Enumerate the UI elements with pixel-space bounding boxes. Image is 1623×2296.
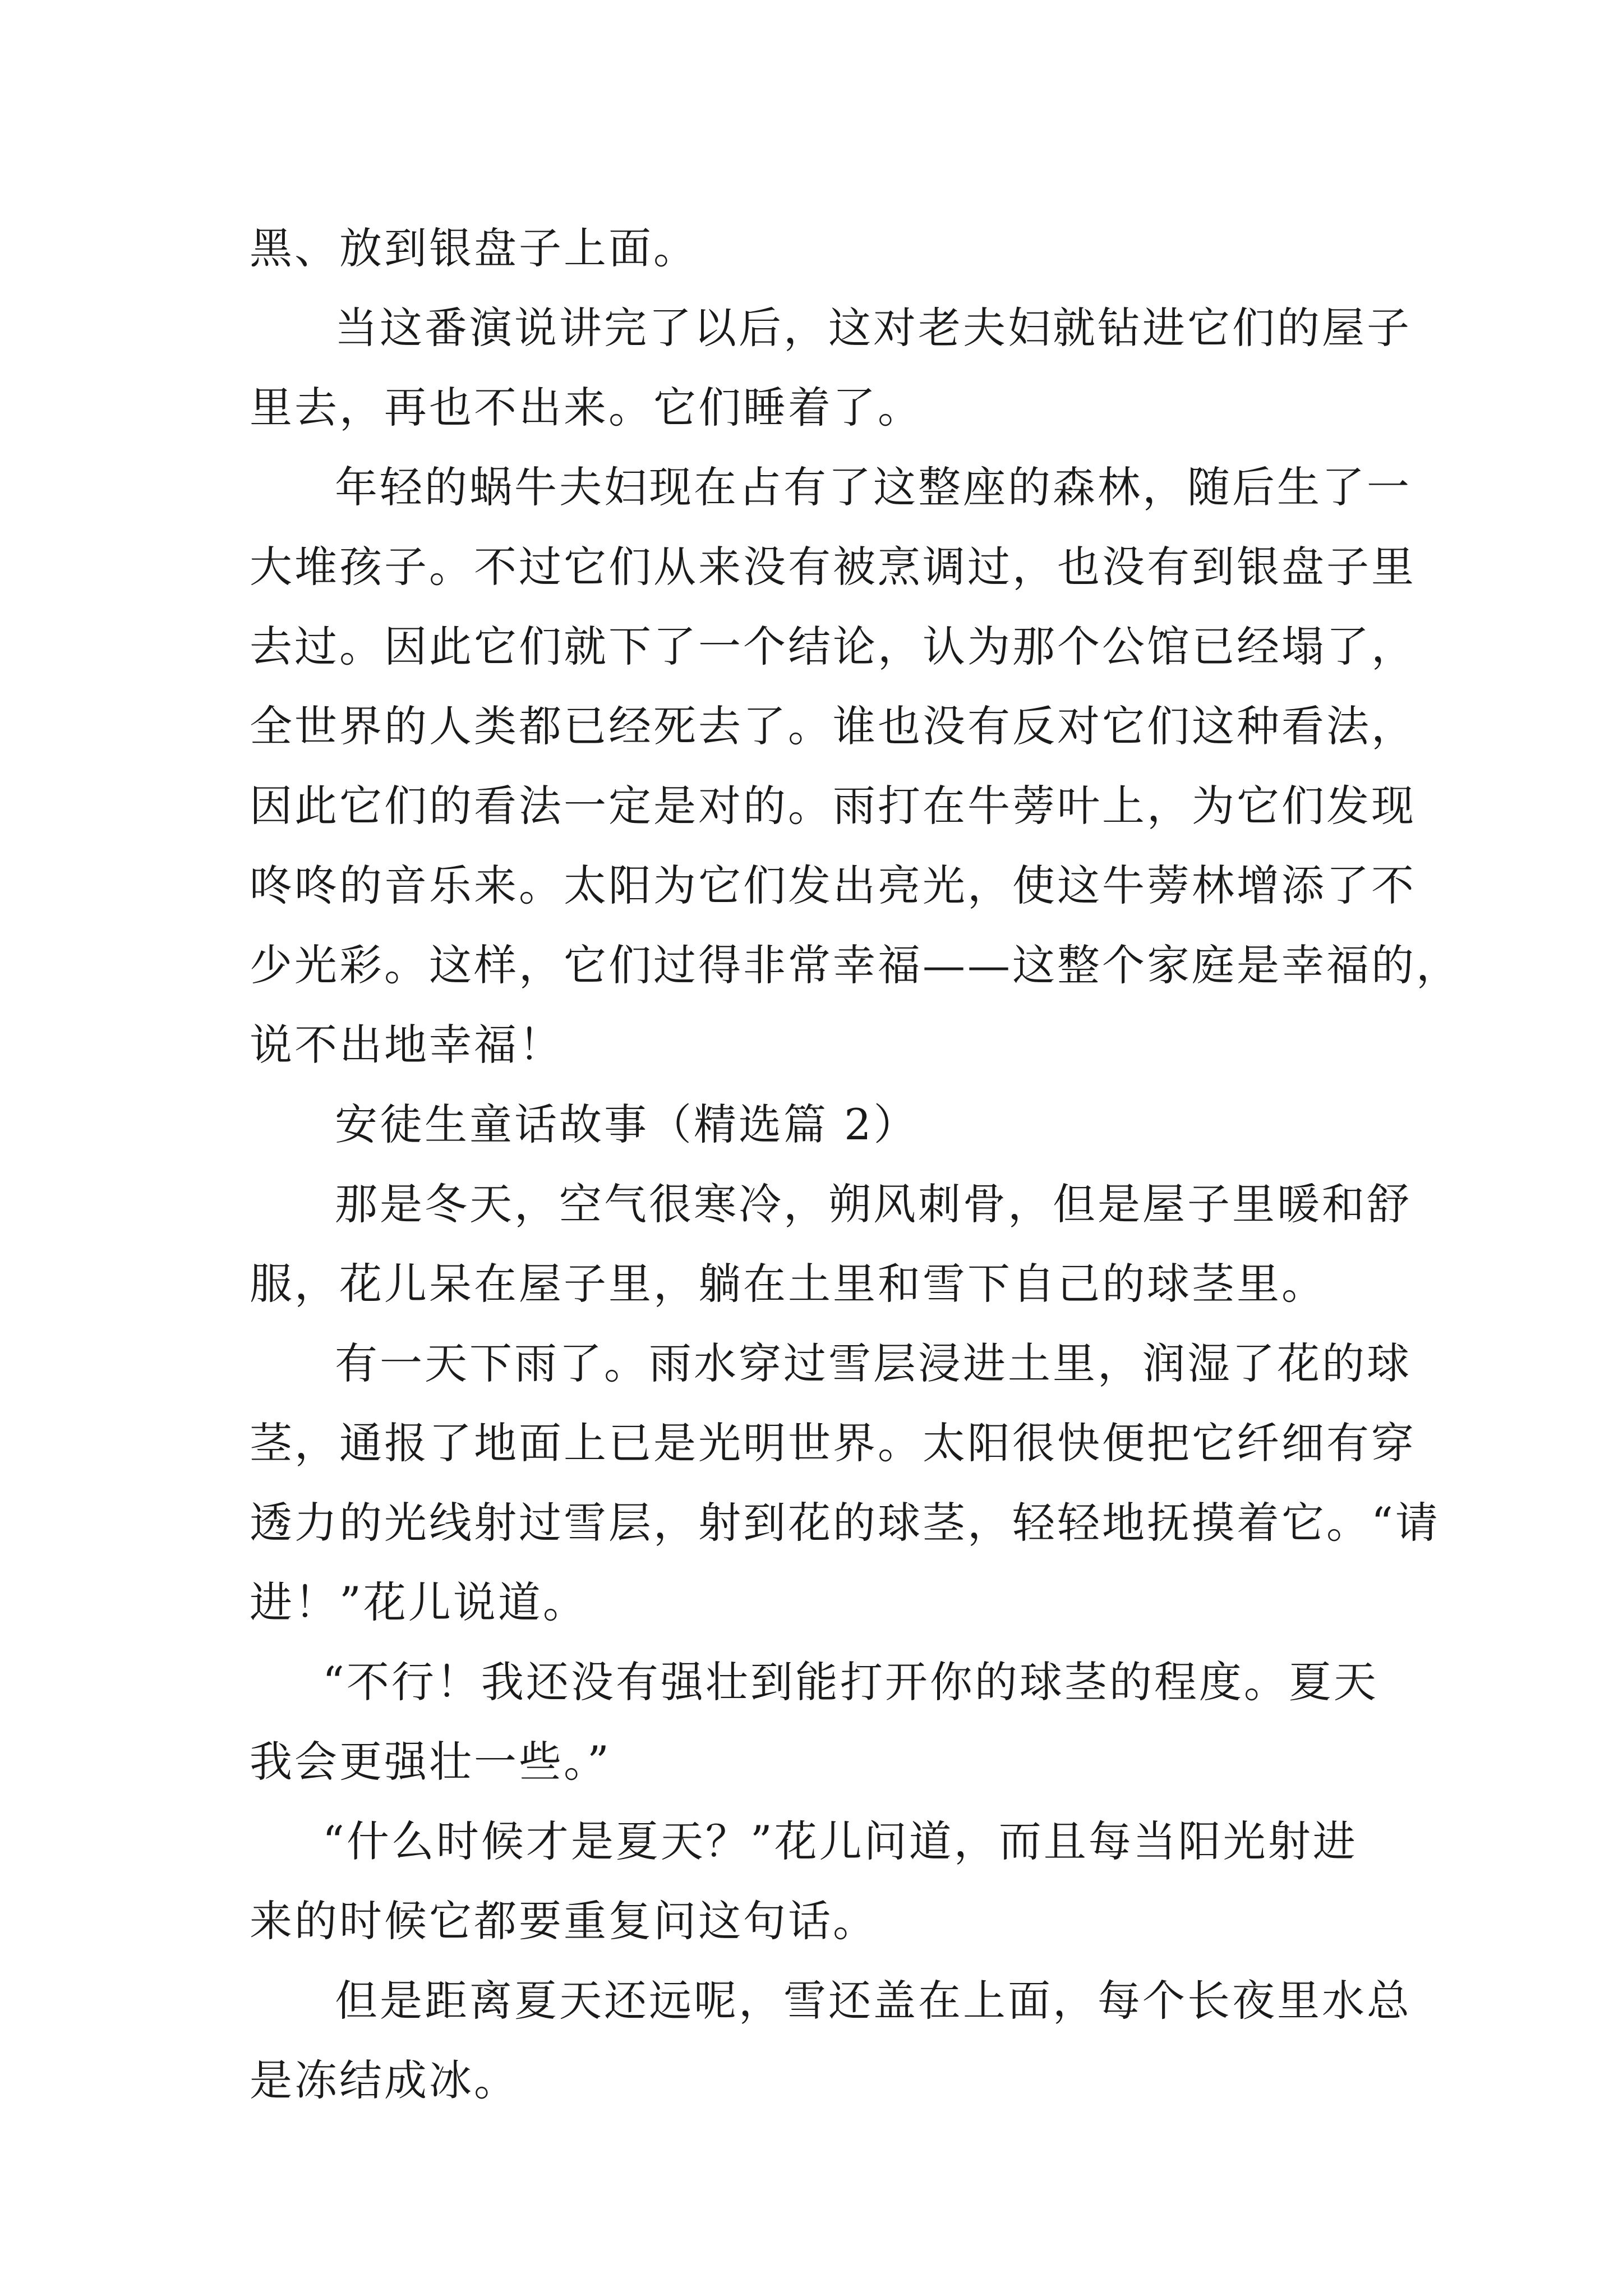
text-line: 全世界的人类都已经死去了。谁也没有反对它们这种看法， xyxy=(250,701,1416,751)
text-line: 黑、放到银盘子上面。 xyxy=(250,223,698,273)
text-line: 大堆孩子。不过它们从来没有被烹调过，也没有到银盘子里 xyxy=(250,542,1416,592)
paragraph-first-line: 有一天下雨了。雨水穿过雪层浸进土里，润湿了花的球 xyxy=(335,1338,1412,1388)
text-line: 咚咚的音乐来。太阳为它们发出亮光，使这牛蒡林增添了不 xyxy=(250,861,1416,910)
paragraph-first-line: 当这番演说讲完了以后，这对老夫妇就钻进它们的屋子 xyxy=(335,303,1412,353)
paragraph-first-line: 但是距离夏天还远呢，雪还盖在上面，每个长夜里水总 xyxy=(335,1976,1412,2026)
text-line: 进！”花儿说道。 xyxy=(250,1577,588,1627)
text-line: 因此它们的看法一定是对的。雨打在牛蒡叶上，为它们发现 xyxy=(250,781,1416,831)
paragraph-first-line: 年轻的蜗牛夫妇现在占有了这整座的森林，随后生了一 xyxy=(335,462,1412,512)
paragraph-first-line: “不行！我还没有强壮到能打开你的球茎的程度。夏天 xyxy=(322,1657,1378,1707)
text-line: 来的时候它都要重复问这句话。 xyxy=(250,1896,878,1946)
text-line: 少光彩。这样，它们过得非常幸福——这整个家庭是幸福的， xyxy=(250,940,1461,990)
body-text xyxy=(250,209,1461,2120)
text-line: 茎，通报了地面上已是光明世界。太阳很快便把它纤细有穿 xyxy=(250,1418,1416,1468)
text-line: 里去，再也不出来。它们睡着了。 xyxy=(250,383,923,432)
text-line: 是冻结成冰。 xyxy=(250,2055,519,2105)
text-line: 我会更强壮一些。” xyxy=(250,1737,611,1787)
paragraph-first-line: “什么时候才是夏天？”花儿问道，而且每当阳光射进 xyxy=(322,1816,1358,1866)
text-line: 说不出地幸福！ xyxy=(250,1020,564,1070)
paragraph-first-line: 那是冬天，空气很寒冷，朔风刺骨，但是屋子里暖和舒 xyxy=(335,1179,1412,1229)
text-line: 服，花儿呆在屋子里，躺在土里和雪下自己的球茎里。 xyxy=(250,1259,1326,1309)
text-line: 透力的光线射过雪层，射到花的球茎，轻轻地抚摸着它。“请 xyxy=(250,1498,1440,1548)
section-heading: 安徒生童话故事（精选篇 2） xyxy=(335,1099,919,1149)
text-line: 去过。因此它们就下了一个结论，认为那个公馆已经塌了， xyxy=(250,622,1416,671)
